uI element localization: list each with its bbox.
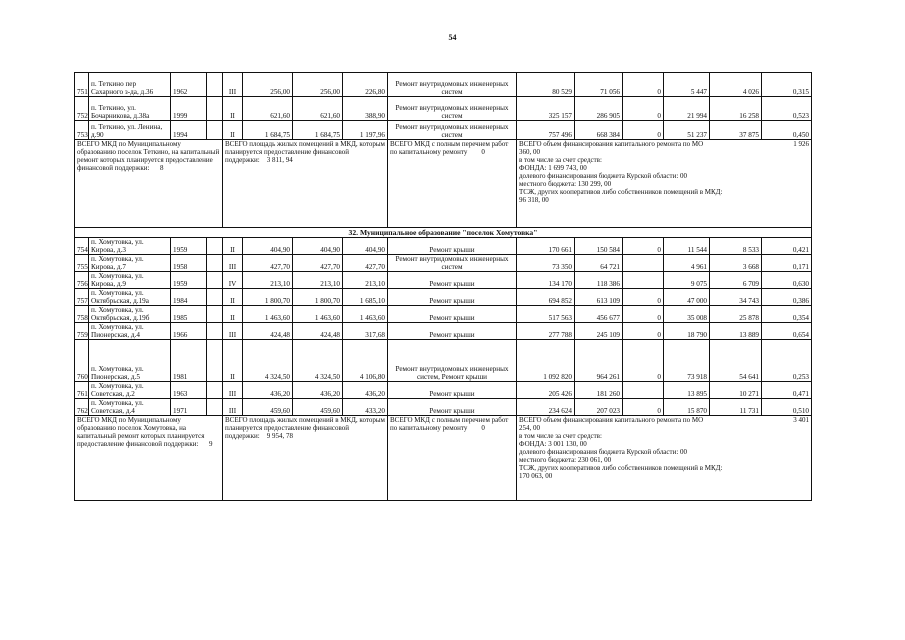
owners-cell: 3 668 xyxy=(710,255,762,272)
summary-count-value: 9 xyxy=(208,440,213,448)
financing-line xyxy=(519,464,809,472)
owners-cell: 54 641 xyxy=(710,340,762,382)
ratio-cell: 0,510 xyxy=(762,399,812,416)
financing-total-part2: 360, 00 xyxy=(519,148,540,156)
summary-count-label: ВСЕГО МКД по Муниципальному образованию поселок Теткино, на капитальный ремонт которых планируется предоставление финансовой поддержки: xyxy=(77,140,220,172)
table-row xyxy=(75,306,812,323)
fund-cell: 150 584 xyxy=(575,238,623,255)
local-budget-cell: 18 790 xyxy=(664,323,710,340)
owners-cell: 25 878 xyxy=(710,306,762,323)
work-type-cell: Ремонт внутридомовых инженерных систем xyxy=(388,73,517,97)
living-area-cell: 404,90 xyxy=(293,238,343,255)
table-row xyxy=(75,382,812,399)
summary-area-value: 9 954, 78 xyxy=(266,432,293,440)
summary-area-label: ВСЕГО площадь жилых помещений в МКД, которым планируется предоставление финансовой поддержки: xyxy=(225,140,385,164)
ratio-cell: 0,450 xyxy=(762,121,812,140)
page-number: 54 xyxy=(448,33,457,42)
table-row xyxy=(75,272,812,289)
owners-cell: 4 026 xyxy=(710,73,762,97)
regional-budget-cell: 0 xyxy=(623,238,664,255)
address-cell: п. Теткино, ул. Ленина, д.90 xyxy=(89,121,171,140)
summary-house-count xyxy=(75,416,223,501)
ratio-cell: 0,386 xyxy=(762,289,812,306)
fund-cell: 181 260 xyxy=(575,382,623,399)
address-cell: п. Теткино, ул. Бочарникова, д.38а xyxy=(89,97,171,121)
financing-line-text: ТСЖ, других кооперативов либо собственников помещений в МКД: xyxy=(519,464,723,472)
owned-area-cell: 388,90 xyxy=(343,97,388,121)
category-cell: II xyxy=(223,121,243,140)
financing-line-text: 96 318, 00 xyxy=(519,196,549,204)
table-row xyxy=(75,289,812,306)
category-cell: II xyxy=(223,238,243,255)
work-type-cell: Ремонт внутридомовых инженерных систем xyxy=(388,121,517,140)
year-cell: 1981 xyxy=(171,340,207,382)
empty-cell xyxy=(207,340,223,382)
living-area-cell: 427,70 xyxy=(293,255,343,272)
total-area-cell: 404,90 xyxy=(243,238,293,255)
summary-count-label: ВСЕГО МКД по Муниципальному образованию поселок Хомутовка, на капитальный ремонт которых планируется предоставление финансовой поддержки: xyxy=(77,416,205,448)
owners-cell: 6 709 xyxy=(710,272,762,289)
financing-line xyxy=(519,188,809,196)
fund-cell: 613 109 xyxy=(575,289,623,306)
empty-cell xyxy=(207,255,223,272)
empty-cell xyxy=(207,121,223,140)
category-cell: II xyxy=(223,306,243,323)
financing-line-text: местного бюджета: 230 061, 00 xyxy=(519,456,612,464)
table-row xyxy=(75,255,812,272)
financing-title-line xyxy=(519,416,809,424)
summary-area-label: ВСЕГО площадь жилых помещений в МКД, которым планируется предоставление финансовой поддержки: xyxy=(225,416,385,440)
local-budget-cell: 35 008 xyxy=(664,306,710,323)
living-area-cell: 1 684,75 xyxy=(293,121,343,140)
row-number: 752 xyxy=(75,97,89,121)
local-budget-cell: 5 447 xyxy=(664,73,710,97)
regional-budget-cell: 0 xyxy=(623,73,664,97)
financing-line-text: в том числе за счет средств: xyxy=(519,432,602,440)
living-area-cell: 213,10 xyxy=(293,272,343,289)
financing-line xyxy=(519,448,809,456)
living-area-cell: 424,48 xyxy=(293,323,343,340)
local-budget-cell: 21 994 xyxy=(664,97,710,121)
total-cost-cell: 170 661 xyxy=(517,238,575,255)
category-cell: III xyxy=(223,73,243,97)
address-cell: п. Хомутовка, ул. Октябрьская, д.19а xyxy=(89,289,171,306)
section-title: 32. Муниципальное образование "поселок Хомутовка" xyxy=(75,228,812,238)
financing-title: ВСЕГО объем финансирования капитального ремонта по МО xyxy=(519,416,704,424)
owners-cell: 11 731 xyxy=(710,399,762,416)
address-cell: п. Теткино пер Сахарного з-да, д.36 xyxy=(89,73,171,97)
category-cell: III xyxy=(223,399,243,416)
local-budget-cell: 11 544 xyxy=(664,238,710,255)
work-type-cell: Ремонт внутридомовых инженерных систем xyxy=(388,97,517,121)
table-row xyxy=(75,399,812,416)
total-area-cell: 4 324,50 xyxy=(243,340,293,382)
address-cell: п. Хомутовка, ул. Пионерская, д.5 xyxy=(89,340,171,382)
total-area-cell: 213,10 xyxy=(243,272,293,289)
financing-line-text: ФОНДА: 3 001 130, 00 xyxy=(519,440,587,448)
summary-full-label: ВСЕГО МКД с полным перечнем работ по капитальному ремонту xyxy=(390,140,509,156)
year-cell: 1985 xyxy=(171,306,207,323)
regional-budget-cell xyxy=(623,382,664,399)
row-number: 756 xyxy=(75,272,89,289)
fund-cell: 456 677 xyxy=(575,306,623,323)
owners-cell: 34 743 xyxy=(710,289,762,306)
living-area-cell: 4 324,50 xyxy=(293,340,343,382)
living-area-cell: 1 463,60 xyxy=(293,306,343,323)
table-row xyxy=(75,73,812,97)
work-type-cell: Ремонт крыши xyxy=(388,272,517,289)
summary-row xyxy=(75,140,812,228)
fund-cell: 286 905 xyxy=(575,97,623,121)
owners-cell: 8 533 xyxy=(710,238,762,255)
year-cell: 1959 xyxy=(171,238,207,255)
total-cost-cell: 73 350 xyxy=(517,255,575,272)
regional-budget-cell: 0 xyxy=(623,323,664,340)
living-area-cell: 621,60 xyxy=(293,97,343,121)
summary-full-value: 0 xyxy=(481,148,485,156)
table-row xyxy=(75,340,812,382)
total-cost-cell: 277 788 xyxy=(517,323,575,340)
total-area-cell: 427,70 xyxy=(243,255,293,272)
financing-total-part1: 1 926 xyxy=(793,140,809,148)
row-number: 757 xyxy=(75,289,89,306)
financing-line xyxy=(519,440,809,448)
total-area-cell: 1 684,75 xyxy=(243,121,293,140)
summary-full-value: 0 xyxy=(481,424,485,432)
financing-line xyxy=(519,164,809,172)
year-cell: 1959 xyxy=(171,272,207,289)
regional-budget-cell: 0 xyxy=(623,340,664,382)
fund-cell: 207 023 xyxy=(575,399,623,416)
table-row xyxy=(75,238,812,255)
regional-budget-cell: 0 xyxy=(623,289,664,306)
work-type-cell: Ремонт крыши xyxy=(388,323,517,340)
summary-full-repair xyxy=(388,416,517,501)
ratio-cell: 0,354 xyxy=(762,306,812,323)
summary-row xyxy=(75,416,812,501)
financing-line xyxy=(519,472,809,480)
total-cost-cell: 757 496 xyxy=(517,121,575,140)
work-type-cell: Ремонт крыши xyxy=(388,289,517,306)
total-area-cell: 436,20 xyxy=(243,382,293,399)
year-cell: 1962 xyxy=(171,73,207,97)
row-number: 755 xyxy=(75,255,89,272)
row-number: 760 xyxy=(75,340,89,382)
address-cell: п. Хомутовка, ул. Пионерская, д.4 xyxy=(89,323,171,340)
owned-area-cell: 1 685,10 xyxy=(343,289,388,306)
local-budget-cell: 13 895 xyxy=(664,382,710,399)
regional-budget-cell xyxy=(623,255,664,272)
row-number: 762 xyxy=(75,399,89,416)
row-number: 754 xyxy=(75,238,89,255)
table-row xyxy=(75,97,812,121)
financing-line-text: местного бюджета: 130 299, 00 xyxy=(519,180,612,188)
work-type-cell: Ремонт внутридомовых инженерных систем xyxy=(388,255,517,272)
regional-budget-cell: 0 xyxy=(623,399,664,416)
owned-area-cell: 213,10 xyxy=(343,272,388,289)
financing-line-text: ТСЖ, других кооперативов либо собственников помещений в МКД: xyxy=(519,188,723,196)
owners-cell: 16 258 xyxy=(710,97,762,121)
year-cell: 1994 xyxy=(171,121,207,140)
ratio-cell: 0,654 xyxy=(762,323,812,340)
summary-area xyxy=(223,416,388,501)
total-cost-cell: 1 092 820 xyxy=(517,340,575,382)
empty-cell xyxy=(207,272,223,289)
year-cell: 1971 xyxy=(171,399,207,416)
address-cell: п. Хомутовка, ул. Кирова, д.3 xyxy=(89,238,171,255)
financing-line-text: долевого финансирования бюджета Курской области: 00 xyxy=(519,448,688,456)
year-cell: 1966 xyxy=(171,323,207,340)
empty-cell xyxy=(207,289,223,306)
financing-line-text: долевого финансирования бюджета Курской области: 00 xyxy=(519,172,688,180)
ratio-cell: 0,315 xyxy=(762,73,812,97)
address-cell: п. Хомутовка, ул. Кирова, д.7 xyxy=(89,255,171,272)
work-type-cell: Ремонт крыши xyxy=(388,238,517,255)
category-cell: II xyxy=(223,97,243,121)
financing-line xyxy=(519,172,809,180)
financing-total-part2: 254, 00 xyxy=(519,424,540,432)
work-type-cell: Ремонт крыши xyxy=(388,382,517,399)
address-cell: п. Хомутовка, ул. Советская, д.2 xyxy=(89,382,171,399)
owners-cell: 37 875 xyxy=(710,121,762,140)
summary-financing xyxy=(517,416,812,501)
empty-cell xyxy=(207,323,223,340)
ratio-cell: 0,253 xyxy=(762,340,812,382)
owned-area-cell: 1 463,60 xyxy=(343,306,388,323)
financing-line-text: в том числе за счет средств: xyxy=(519,156,602,164)
financing-line xyxy=(519,432,809,440)
ratio-cell: 0,630 xyxy=(762,272,812,289)
total-cost-cell: 694 852 xyxy=(517,289,575,306)
owned-area-cell: 4 106,80 xyxy=(343,340,388,382)
work-type-cell: Ремонт внутридомовых инженерных систем, Ремонт крыши xyxy=(388,340,517,382)
fund-cell: 118 386 xyxy=(575,272,623,289)
total-area-cell: 256,00 xyxy=(243,73,293,97)
year-cell: 1963 xyxy=(171,382,207,399)
ratio-cell: 0,171 xyxy=(762,255,812,272)
row-number: 759 xyxy=(75,323,89,340)
total-cost-cell: 234 624 xyxy=(517,399,575,416)
total-cost-cell: 325 157 xyxy=(517,97,575,121)
ratio-cell: 0,471 xyxy=(762,382,812,399)
category-cell: II xyxy=(223,289,243,306)
financing-total-line xyxy=(519,424,809,432)
financing-line xyxy=(519,196,809,204)
fund-cell: 245 109 xyxy=(575,323,623,340)
financing-title-line xyxy=(519,140,809,148)
summary-house-count xyxy=(75,140,223,228)
table-row xyxy=(75,323,812,340)
work-type-cell: Ремонт крыши xyxy=(388,399,517,416)
local-budget-cell: 73 918 xyxy=(664,340,710,382)
repair-program-table xyxy=(74,72,812,501)
empty-cell xyxy=(207,73,223,97)
financing-total-part1: 3 401 xyxy=(793,416,809,424)
summary-count-value: 8 xyxy=(159,164,164,172)
year-cell: 1999 xyxy=(171,97,207,121)
owners-cell: 13 889 xyxy=(710,323,762,340)
empty-cell xyxy=(207,238,223,255)
row-number: 758 xyxy=(75,306,89,323)
category-cell: IV xyxy=(223,272,243,289)
regional-budget-cell xyxy=(623,272,664,289)
financing-line-text: 170 063, 00 xyxy=(519,472,553,480)
row-number: 751 xyxy=(75,73,89,97)
financing-line xyxy=(519,180,809,188)
owned-area-cell: 226,80 xyxy=(343,73,388,97)
financing-line-text: ФОНДА: 1 699 743, 00 xyxy=(519,164,587,172)
regional-budget-cell: 0 xyxy=(623,97,664,121)
total-area-cell: 424,48 xyxy=(243,323,293,340)
ratio-cell: 0,421 xyxy=(762,238,812,255)
category-cell: III xyxy=(223,382,243,399)
fund-cell: 964 261 xyxy=(575,340,623,382)
regional-budget-cell: 0 xyxy=(623,306,664,323)
work-type-cell: Ремонт крыши xyxy=(388,306,517,323)
living-area-cell: 459,60 xyxy=(293,399,343,416)
total-area-cell: 1 800,70 xyxy=(243,289,293,306)
category-cell: III xyxy=(223,255,243,272)
owned-area-cell: 1 197,96 xyxy=(343,121,388,140)
owned-area-cell: 404,90 xyxy=(343,238,388,255)
fund-cell: 668 384 xyxy=(575,121,623,140)
financing-total-line xyxy=(519,148,809,156)
address-cell: п. Хомутовка, ул. Кирова, д.9 xyxy=(89,272,171,289)
total-cost-cell: 134 170 xyxy=(517,272,575,289)
ratio-cell: 0,523 xyxy=(762,97,812,121)
row-number: 761 xyxy=(75,382,89,399)
financing-line xyxy=(519,456,809,464)
address-cell: п. Хомутовка, ул. Октябрьская, д.19б xyxy=(89,306,171,323)
summary-full-repair xyxy=(388,140,517,228)
owners-cell: 10 271 xyxy=(710,382,762,399)
address-cell: п. Хомутовка, ул. Советская, д.4 xyxy=(89,399,171,416)
summary-area-value: 3 811, 94 xyxy=(266,156,293,164)
owned-area-cell: 427,70 xyxy=(343,255,388,272)
category-cell: III xyxy=(223,323,243,340)
total-area-cell: 621,60 xyxy=(243,97,293,121)
owned-area-cell: 436,20 xyxy=(343,382,388,399)
financing-line xyxy=(519,156,809,164)
fund-cell: 64 721 xyxy=(575,255,623,272)
category-cell: II xyxy=(223,340,243,382)
total-cost-cell: 517 563 xyxy=(517,306,575,323)
empty-cell xyxy=(207,97,223,121)
empty-cell xyxy=(207,382,223,399)
year-cell: 1984 xyxy=(171,289,207,306)
row-number: 753 xyxy=(75,121,89,140)
total-cost-cell: 80 529 xyxy=(517,73,575,97)
summary-financing xyxy=(517,140,812,228)
local-budget-cell: 9 075 xyxy=(664,272,710,289)
year-cell: 1958 xyxy=(171,255,207,272)
total-area-cell: 459,60 xyxy=(243,399,293,416)
empty-cell xyxy=(207,306,223,323)
section-header-row xyxy=(75,228,812,238)
summary-area xyxy=(223,140,388,228)
empty-cell xyxy=(207,399,223,416)
fund-cell: 71 056 xyxy=(575,73,623,97)
total-area-cell: 1 463,60 xyxy=(243,306,293,323)
local-budget-cell: 4 961 xyxy=(664,255,710,272)
table-row xyxy=(75,121,812,140)
total-cost-cell: 205 426 xyxy=(517,382,575,399)
regional-budget-cell: 0 xyxy=(623,121,664,140)
local-budget-cell: 51 237 xyxy=(664,121,710,140)
living-area-cell: 1 800,70 xyxy=(293,289,343,306)
summary-full-label: ВСЕГО МКД с полным перечнем работ по капитальному ремонту xyxy=(390,416,509,432)
owned-area-cell: 317,68 xyxy=(343,323,388,340)
living-area-cell: 436,20 xyxy=(293,382,343,399)
local-budget-cell: 47 000 xyxy=(664,289,710,306)
owned-area-cell: 433,20 xyxy=(343,399,388,416)
financing-title: ВСЕГО объем финансирования капитального ремонта по МО xyxy=(519,140,704,148)
living-area-cell: 256,00 xyxy=(293,73,343,97)
local-budget-cell: 15 870 xyxy=(664,399,710,416)
